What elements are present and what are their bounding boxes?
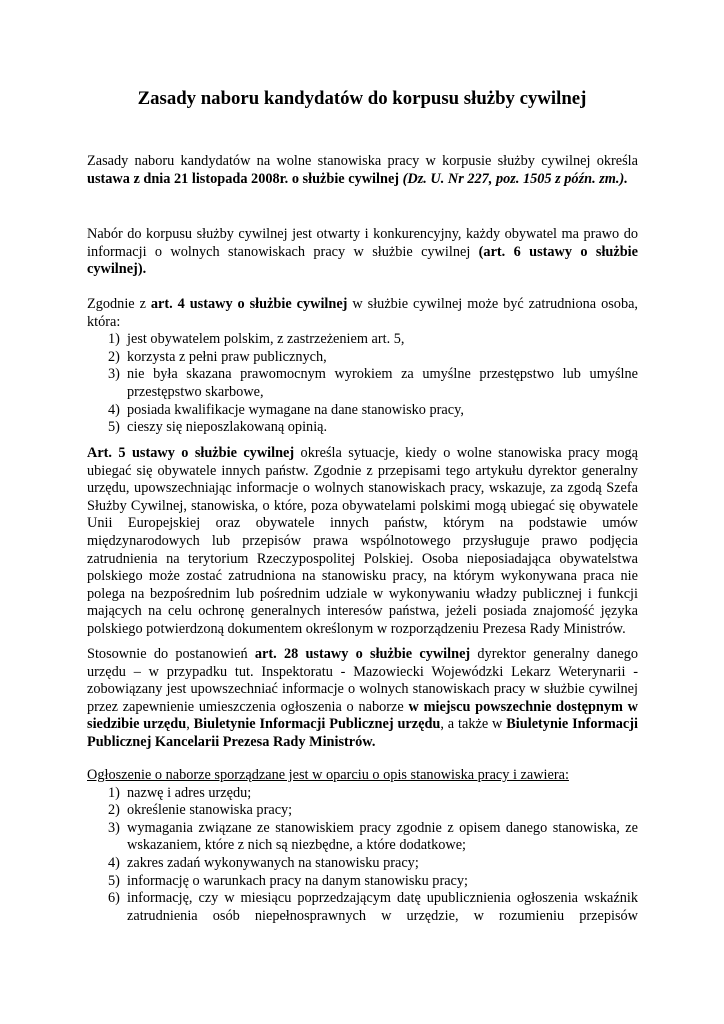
text-segment: Zasady naboru kandydatów na wolne stanowiska pracy w korpusie służby cywilnej określa bbox=[87, 153, 638, 169]
text-segment: Nabór do korpusu służby cywilnej jest otwarty i konkurencyjny, każdy obywatel ma prawo do informacji o wolnych stanowiskach pracy w służbie cywilnej bbox=[87, 226, 638, 260]
paragraph-foreigners bbox=[87, 445, 638, 639]
law-reference: (art. 6 ustawy o służbie cywilnej). bbox=[87, 243, 638, 278]
paragraph-eligibility: Zgodnie z art. 4 ustawy o służbie cywilnej w służbie cywilnej może być zatrudniona osoba, która: 1) jest obywatelem polskim, z zastrzeżeniem art. 5, 2) korzysta z pełni praw publicznych, 3) nie była skazana prawomocnym wyrokiem za umyślne przestępstwo lub umyślne przestępstwo skarbowe, 4) posiada kwalifikacje wymagane na dane stanowisko pracy, 5) cieszy się nieposzlakowaną opinią. bbox=[87, 296, 639, 436]
paragraph-publication: Stosownie do postanowień art. 28 ustawy o służbie cywilnej dyrektor generalny danego urzędu – w przypadku tut. Inspektoratu - Mazowiecki Wojewódzki Lekarz Weterynarii - zobowiązany jest upowszechniać informacje o wolnych stanowiskach pracy w służbie cywilnej przez zapewnienie umieszczenia ogłoszenia o naborze w miejscu powszechnie dostępnym w siedzibie urzędu, Biuletynie Informacji Publicznej urzędu, a także w Biuletynie Informacji Publicznej Kancelarii Prezesa Rady Ministrów. bbox=[87, 646, 639, 750]
page-title: Zasady naboru kandydatów do korpusu służby cywilnej bbox=[137, 88, 587, 109]
law-reference: art. 4 ustawy o służbie cywilnej bbox=[150, 296, 348, 312]
list-item: 5) cieszy się nieposzlakowaną opinią. bbox=[108, 419, 328, 436]
text-segment: określa sytuacje, kiedy o wolne stanowiska pracy mogą ubiegać się obywatele innych państw. Zgodnie z przepisami tego artykułu dyrektor generalny urzędu, upowszechniając informacje o wolnych stanowiskach pracy, wskazuje, za zgodą Szefa Służby Cywilnej, stanowiska, o które, poza obywatelami polskimi mogą ubiegać się obywatele Unii Europejskiej oraz obywatele innych państw, którym na podstawie umów międzynarodowych lub przepisów prawa wspólnotowego przysługuje prawo podjęcia zatrudnienia na terytorium Rzeczypospolitej Polskiej. Osoba nieposiadająca obywatelstwa polskiego może zostać zatrudniona na stanowisku pracy, na którym wykonywana praca nie polega na bezpośrednim lub pośrednim udziale w wykonywaniu władzy publicznej i funkcji mających na celu ochronę generalnych interesów państwa, jeżeli posiada znajomość języka polskiego potwierdzoną dokumentem określonym w rozporządzeniu Prezesa Rady Ministrów. bbox=[87, 445, 638, 637]
list-item: 5) informację o warunkach pracy na danym stanowisku pracy; bbox=[108, 872, 469, 889]
section-heading: Ogłoszenie o naborze sporządzane jest w oparciu o opis stanowiska pracy i zawiera: bbox=[87, 767, 569, 783]
list-item: 6) informację, czy w miesiącu poprzedzającym datę upublicznienia ogłoszenia wskaźnik zatrudnienia osób niepełnosprawnych w urzędzie, w rozumieniu przepisów bbox=[108, 890, 638, 924]
list-item: 1) jest obywatelem polskim, z zastrzeżeniem art. 5, bbox=[108, 331, 405, 348]
list-item: 2) określenie stanowiska pracy; bbox=[108, 802, 293, 819]
law-reference: art. 28 ustawy o służbie cywilnej bbox=[254, 646, 471, 662]
list-item: 4) zakres zadań wykonywanych na stanowisku pracy; bbox=[108, 854, 419, 871]
announcement-contents-list bbox=[87, 785, 638, 926]
list-item: 4) posiada kwalifikacje wymagane na dane stanowisko pracy, bbox=[108, 401, 464, 418]
eligibility-list bbox=[87, 331, 638, 437]
journal-reference: (Dz. U. Nr 227, poz. 1505 z późn. zm.). bbox=[402, 170, 628, 187]
list-item: 3) nie była skazana prawomocnym wyrokiem za umyślne przestępstwo lub umyślne przestępstwo skarbowe, bbox=[108, 366, 638, 400]
paragraph-open-recruitment bbox=[87, 226, 638, 279]
list-item: 1) nazwę i adres urzędu; bbox=[108, 784, 252, 801]
law-reference: Art. 5 ustawy o służbie cywilnej bbox=[87, 445, 295, 461]
paragraph-legal-basis bbox=[87, 153, 638, 188]
paragraph-announcement-contents bbox=[87, 767, 638, 925]
list-item: 2) korzysta z pełni praw publicznych, bbox=[108, 348, 327, 365]
list-item: 3) wymagania związane ze stanowiskiem pracy zgodnie z opisem danego stanowiska, ze wskazaniem, które z nich są niezbędne, a które dodatkowe; bbox=[108, 819, 638, 854]
law-reference: ustawa z dnia 21 listopada 2008r. o służbie cywilnej bbox=[87, 170, 400, 187]
